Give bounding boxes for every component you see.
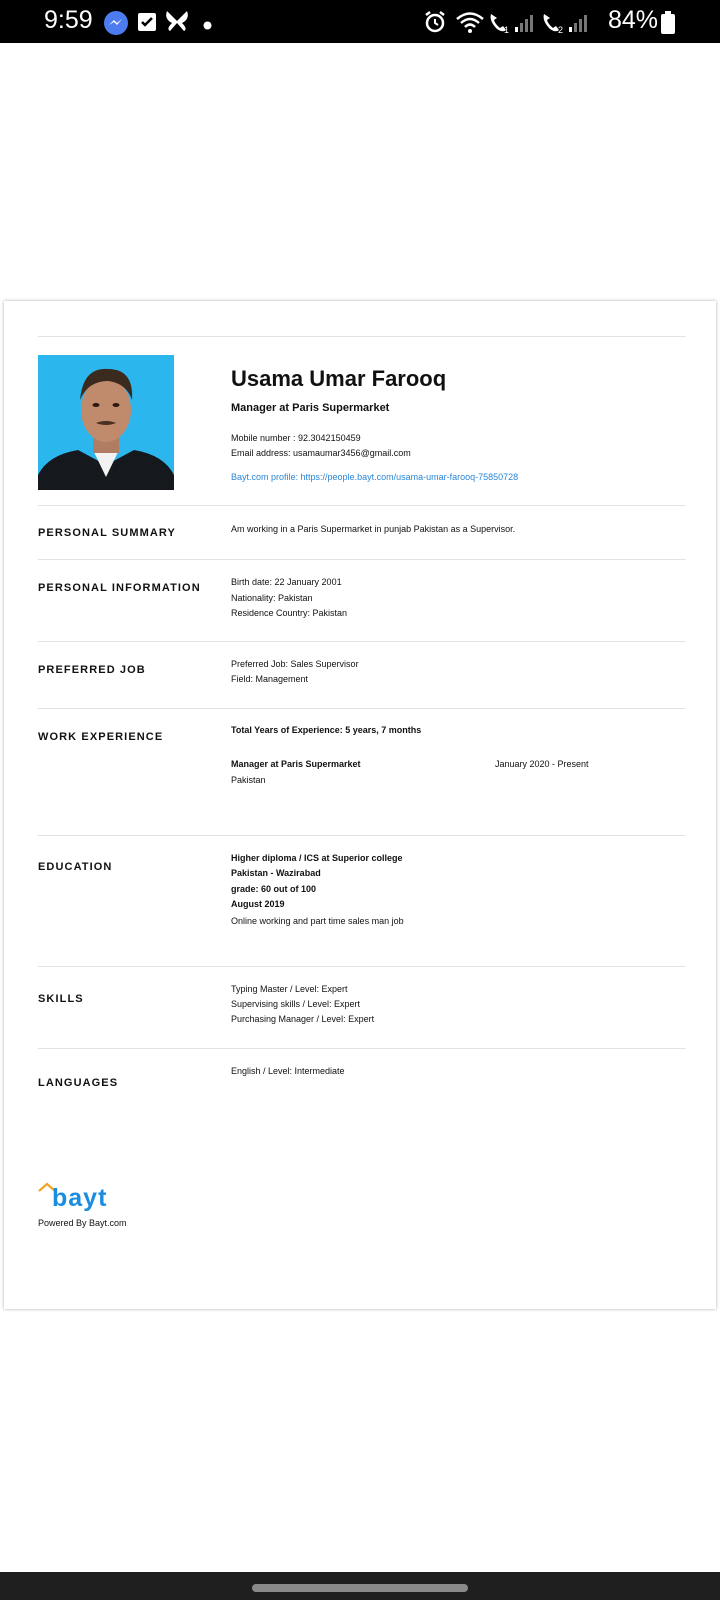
personal-summary-text: Am working in a Paris Supermarket in punjab Pakistan as a Supervisor. (231, 524, 516, 534)
divider (38, 966, 686, 967)
language-item: English / Level: Intermediate (231, 1066, 345, 1076)
mobile-number: Mobile number : 92.3042150459 (231, 433, 361, 443)
alarm-icon (423, 10, 447, 39)
skill-item: Supervising skills / Level: Expert (231, 999, 361, 1009)
resume-document[interactable] (4, 301, 716, 1309)
divider (38, 505, 686, 506)
status-bar (0, 0, 720, 43)
butterfly-icon (164, 9, 190, 38)
education-note: Online working and part time sales man job (231, 916, 404, 926)
preferred-job: Preferred Job: Sales Supervisor (231, 659, 359, 669)
svg-text:bayt: bayt (52, 1184, 108, 1211)
home-gesture-handle[interactable] (252, 1584, 468, 1592)
powered-by-text: Powered By Bayt.com (38, 1218, 127, 1228)
nationality: Nationality: Pakistan (231, 593, 313, 603)
section-title-preferred-job: PREFERRED JOB (38, 664, 146, 676)
education-grade: grade: 60 out of 100 (231, 884, 317, 894)
preferred-field: Field: Management (231, 674, 309, 684)
divider (38, 1048, 686, 1049)
battery-percentage: 84% (608, 6, 659, 34)
skill-item: Purchasing Manager / Level: Expert (231, 1014, 375, 1024)
residence-country: Residence Country: Pakistan (231, 608, 348, 618)
messenger-icon (103, 10, 129, 41)
education-location: Pakistan - Wazirabad (231, 868, 321, 878)
email-address: Email address: usamaumar3456@gmail.com (231, 448, 411, 458)
section-title-work-experience: WORK EXPERIENCE (38, 731, 164, 743)
bayt-profile-link[interactable]: Bayt.com profile: https://people.bayt.com/usama-umar-farooq-75850728 (231, 472, 519, 482)
candidate-headline: Manager at Paris Supermarket (231, 402, 390, 414)
wifi-icon (455, 10, 485, 39)
signal-icon (568, 13, 588, 38)
birth-date: Birth date: 22 January 2001 (231, 577, 342, 587)
check-box-icon (137, 12, 157, 37)
job-location: Pakistan (231, 775, 266, 785)
status-time: 9:59 (44, 6, 93, 34)
battery-icon (661, 11, 675, 40)
total-experience: Total Years of Experience: 5 years, 7 months (231, 725, 422, 735)
section-title-skills: SKILLS (38, 993, 84, 1005)
education-degree: Higher diploma / ICS at Superior college (231, 853, 403, 863)
section-title-personal-summary: PERSONAL SUMMARY (38, 527, 176, 539)
divider (38, 641, 686, 642)
signal-icon (514, 13, 534, 38)
svg-text:2: 2 (558, 25, 564, 35)
volte-sim2-icon (540, 11, 566, 40)
job-dates: January 2020 - Present (495, 759, 589, 769)
education-date: August 2019 (231, 899, 285, 909)
dot-icon (203, 17, 212, 35)
section-title-personal-information: PERSONAL INFORMATION (38, 582, 201, 594)
divider (38, 336, 686, 337)
divider (38, 708, 686, 709)
divider (38, 559, 686, 560)
profile-photo (38, 355, 174, 490)
job-title: Manager at Paris Supermarket (231, 759, 361, 769)
navigation-bar (0, 1572, 720, 1600)
candidate-name: Usama Umar Farooq (231, 366, 447, 391)
svg-text:1: 1 (504, 25, 510, 35)
section-title-education: EDUCATION (38, 861, 113, 873)
bayt-logo (38, 1181, 138, 1216)
divider (38, 835, 686, 836)
section-title-languages: LANGUAGES (38, 1077, 119, 1089)
volte-sim1-icon (487, 11, 511, 40)
skill-item: Typing Master / Level: Expert (231, 984, 348, 994)
